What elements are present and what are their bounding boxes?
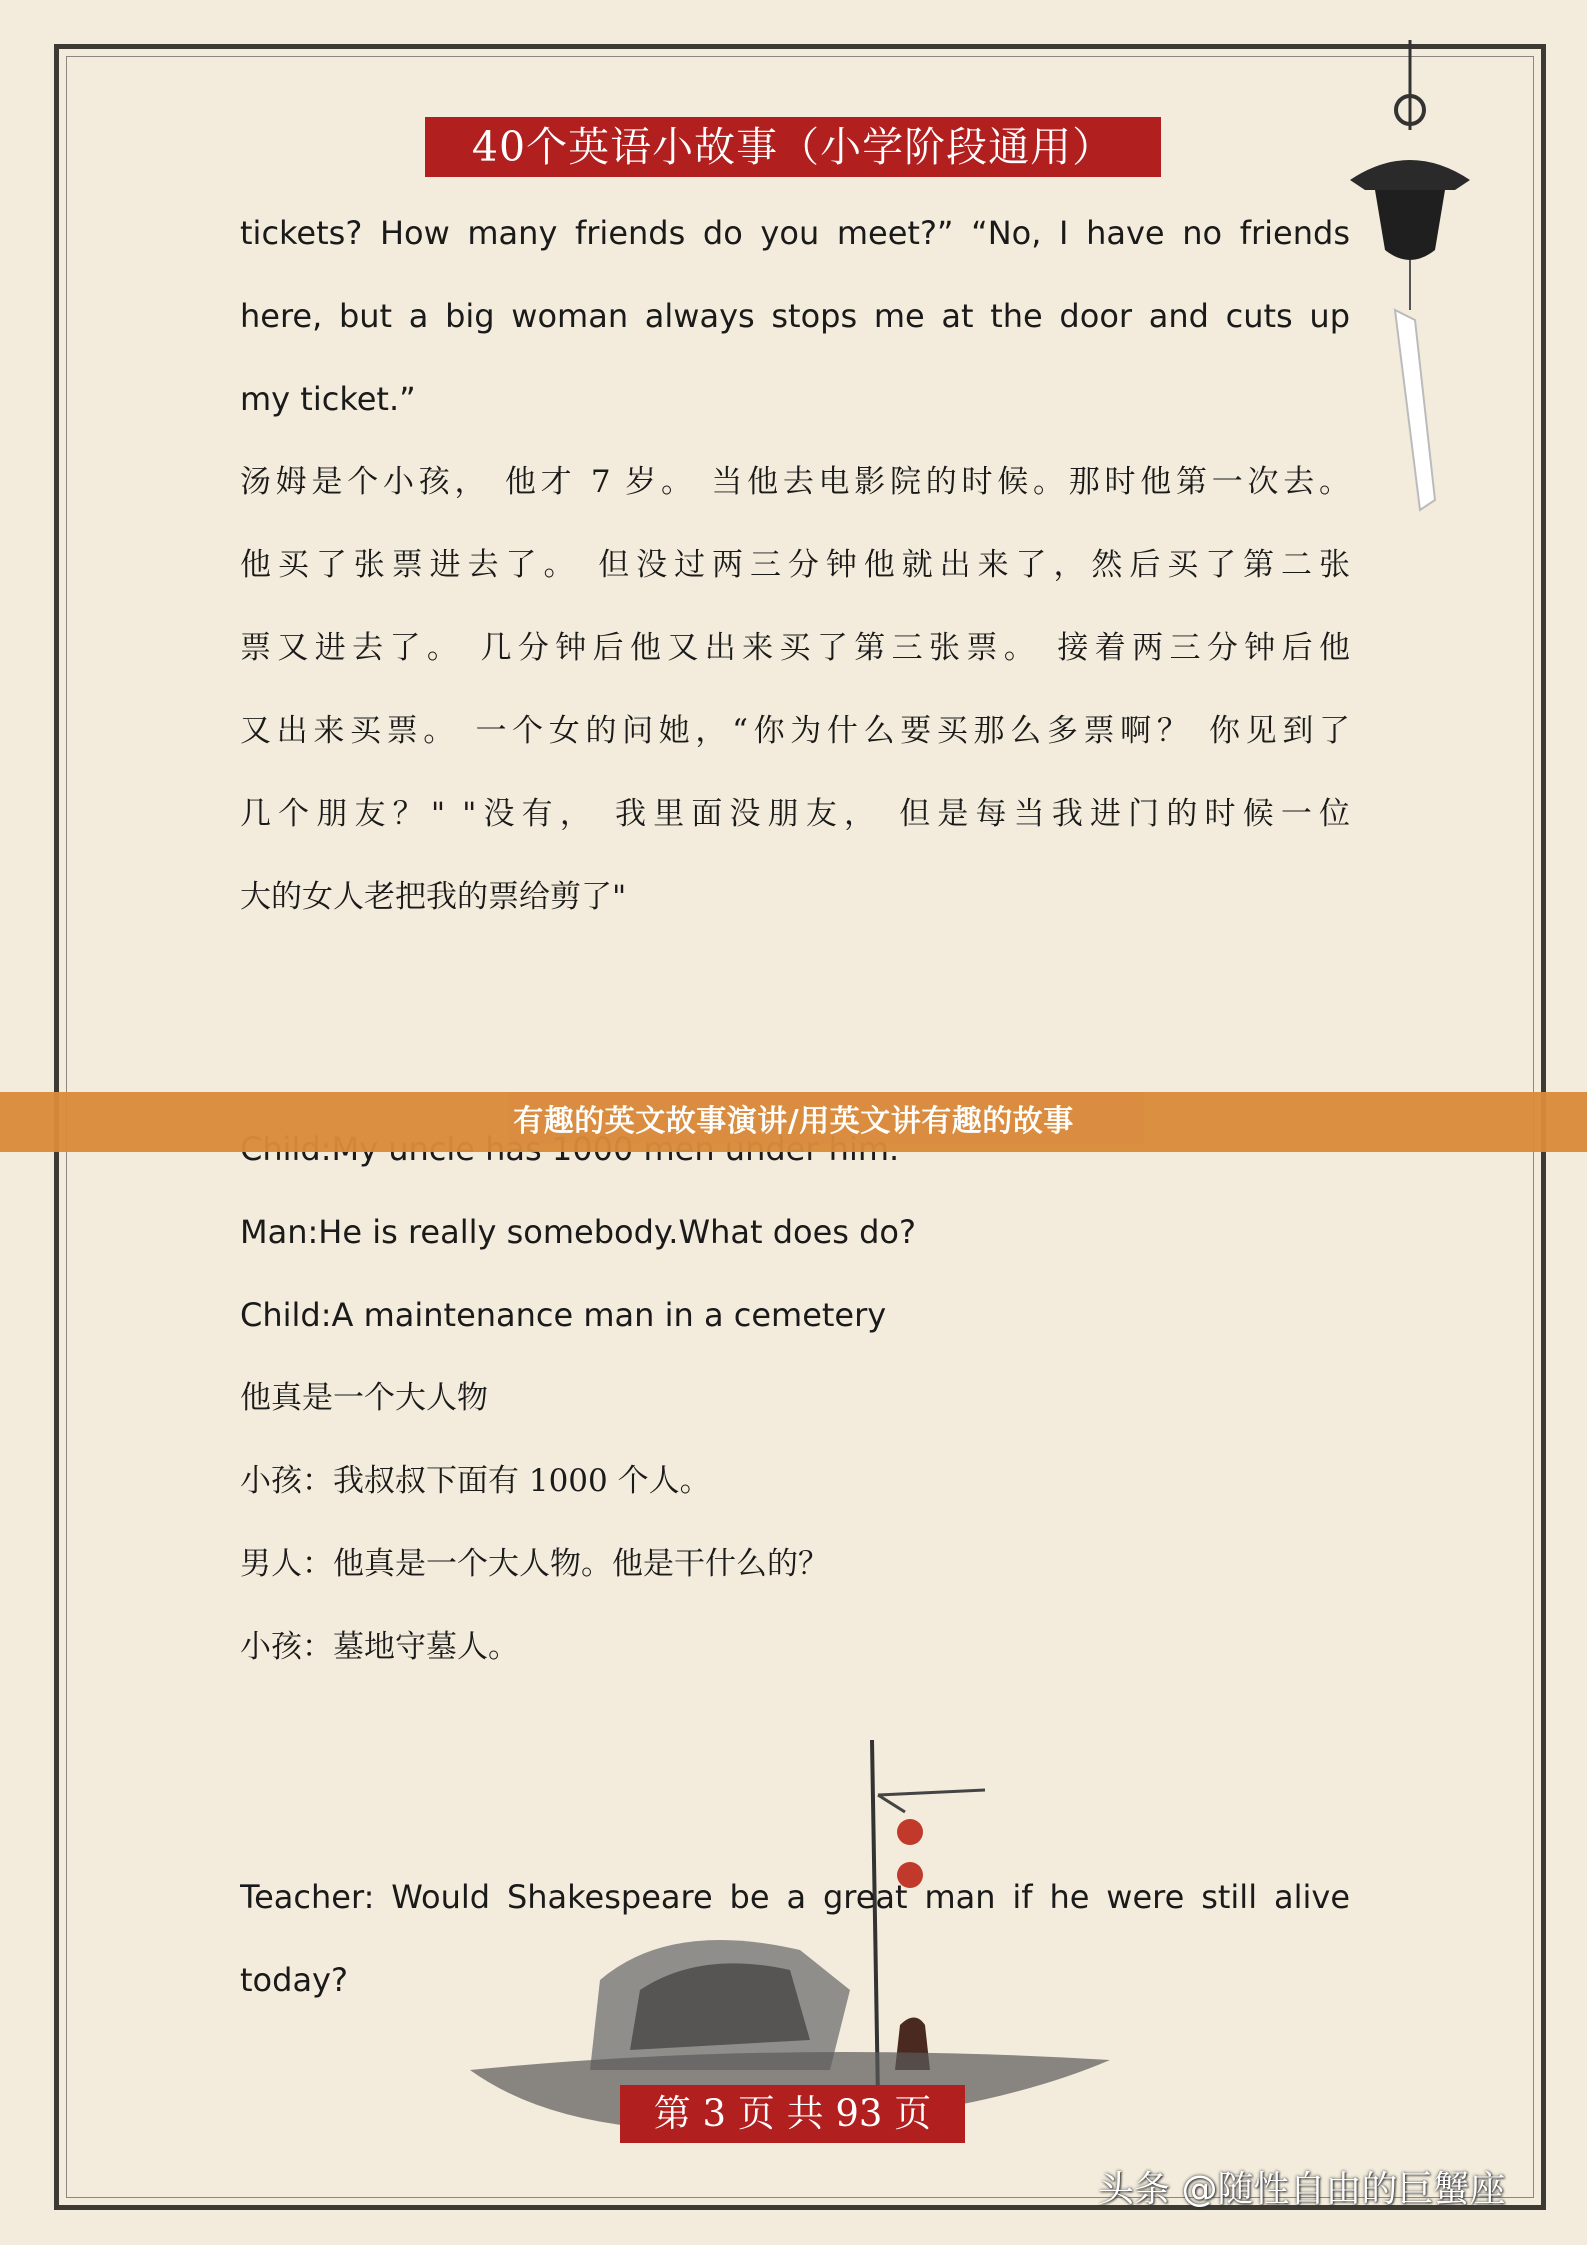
- page-indicator: 第 3 页 共 93 页: [620, 2085, 965, 2143]
- watermark: 头条 @随性自由的巨蟹座: [1098, 2169, 1506, 2210]
- text-line: Man:He is really somebody.What does do?: [240, 1213, 916, 1251]
- text-line: tickets? How many friends do you meet?” “No, I have no friends: [240, 214, 1350, 252]
- text-line: 几个朋友？" "没有， 我里面没朋友， 但是每当我进门的时候一位: [240, 796, 1350, 832]
- text-line: my ticket.”: [240, 380, 416, 418]
- story3-english: [240, 1856, 1350, 2022]
- text-line: 他真是一个大人物: [240, 1380, 488, 1416]
- text-line: 小孩：墓地守墓人。: [240, 1629, 519, 1665]
- text-line: 他买了张票进去了。 但没过两三分钟他就出来了，然后买了第二张: [240, 547, 1350, 583]
- text-line: Child:A maintenance man in a cemetery: [240, 1296, 887, 1334]
- page-title: 40个英语小故事（小学阶段通用）: [425, 117, 1161, 177]
- story1-chinese: [240, 441, 1350, 939]
- text-line: 票又进去了。 几分钟后他又出来买了第三张票。 接着两三分钟后他: [240, 630, 1350, 666]
- lantern-icon: [1340, 40, 1500, 540]
- text-line: today?: [240, 1961, 348, 1999]
- story2-chinese: [240, 1357, 1350, 1689]
- text-line: Teacher: Would Shakespeare be a great man if he were still alive: [240, 1878, 1350, 1916]
- text-line: 小孩：我叔叔下面有 1000 个人。: [240, 1463, 711, 1499]
- text-line: 又出来买票。 一个女的问她，“你为什么要买那么多票啊？ 你见到了: [240, 713, 1350, 749]
- text-line: 大的女人老把我的票给剪了": [240, 879, 627, 915]
- text-line: 男人：他真是一个大人物。他是干什么的？: [240, 1546, 829, 1582]
- text-line: 汤姆是个小孩， 他才 7 岁。 当他去电影院的时候。那时他第一次去。: [240, 464, 1350, 500]
- overlay-title-banner: 有趣的英文故事演讲/用英文讲有趣的故事: [0, 1092, 1587, 1152]
- story1-english: [240, 192, 1350, 441]
- text-line: here, but a big woman always stops me at the door and cuts up: [240, 297, 1350, 335]
